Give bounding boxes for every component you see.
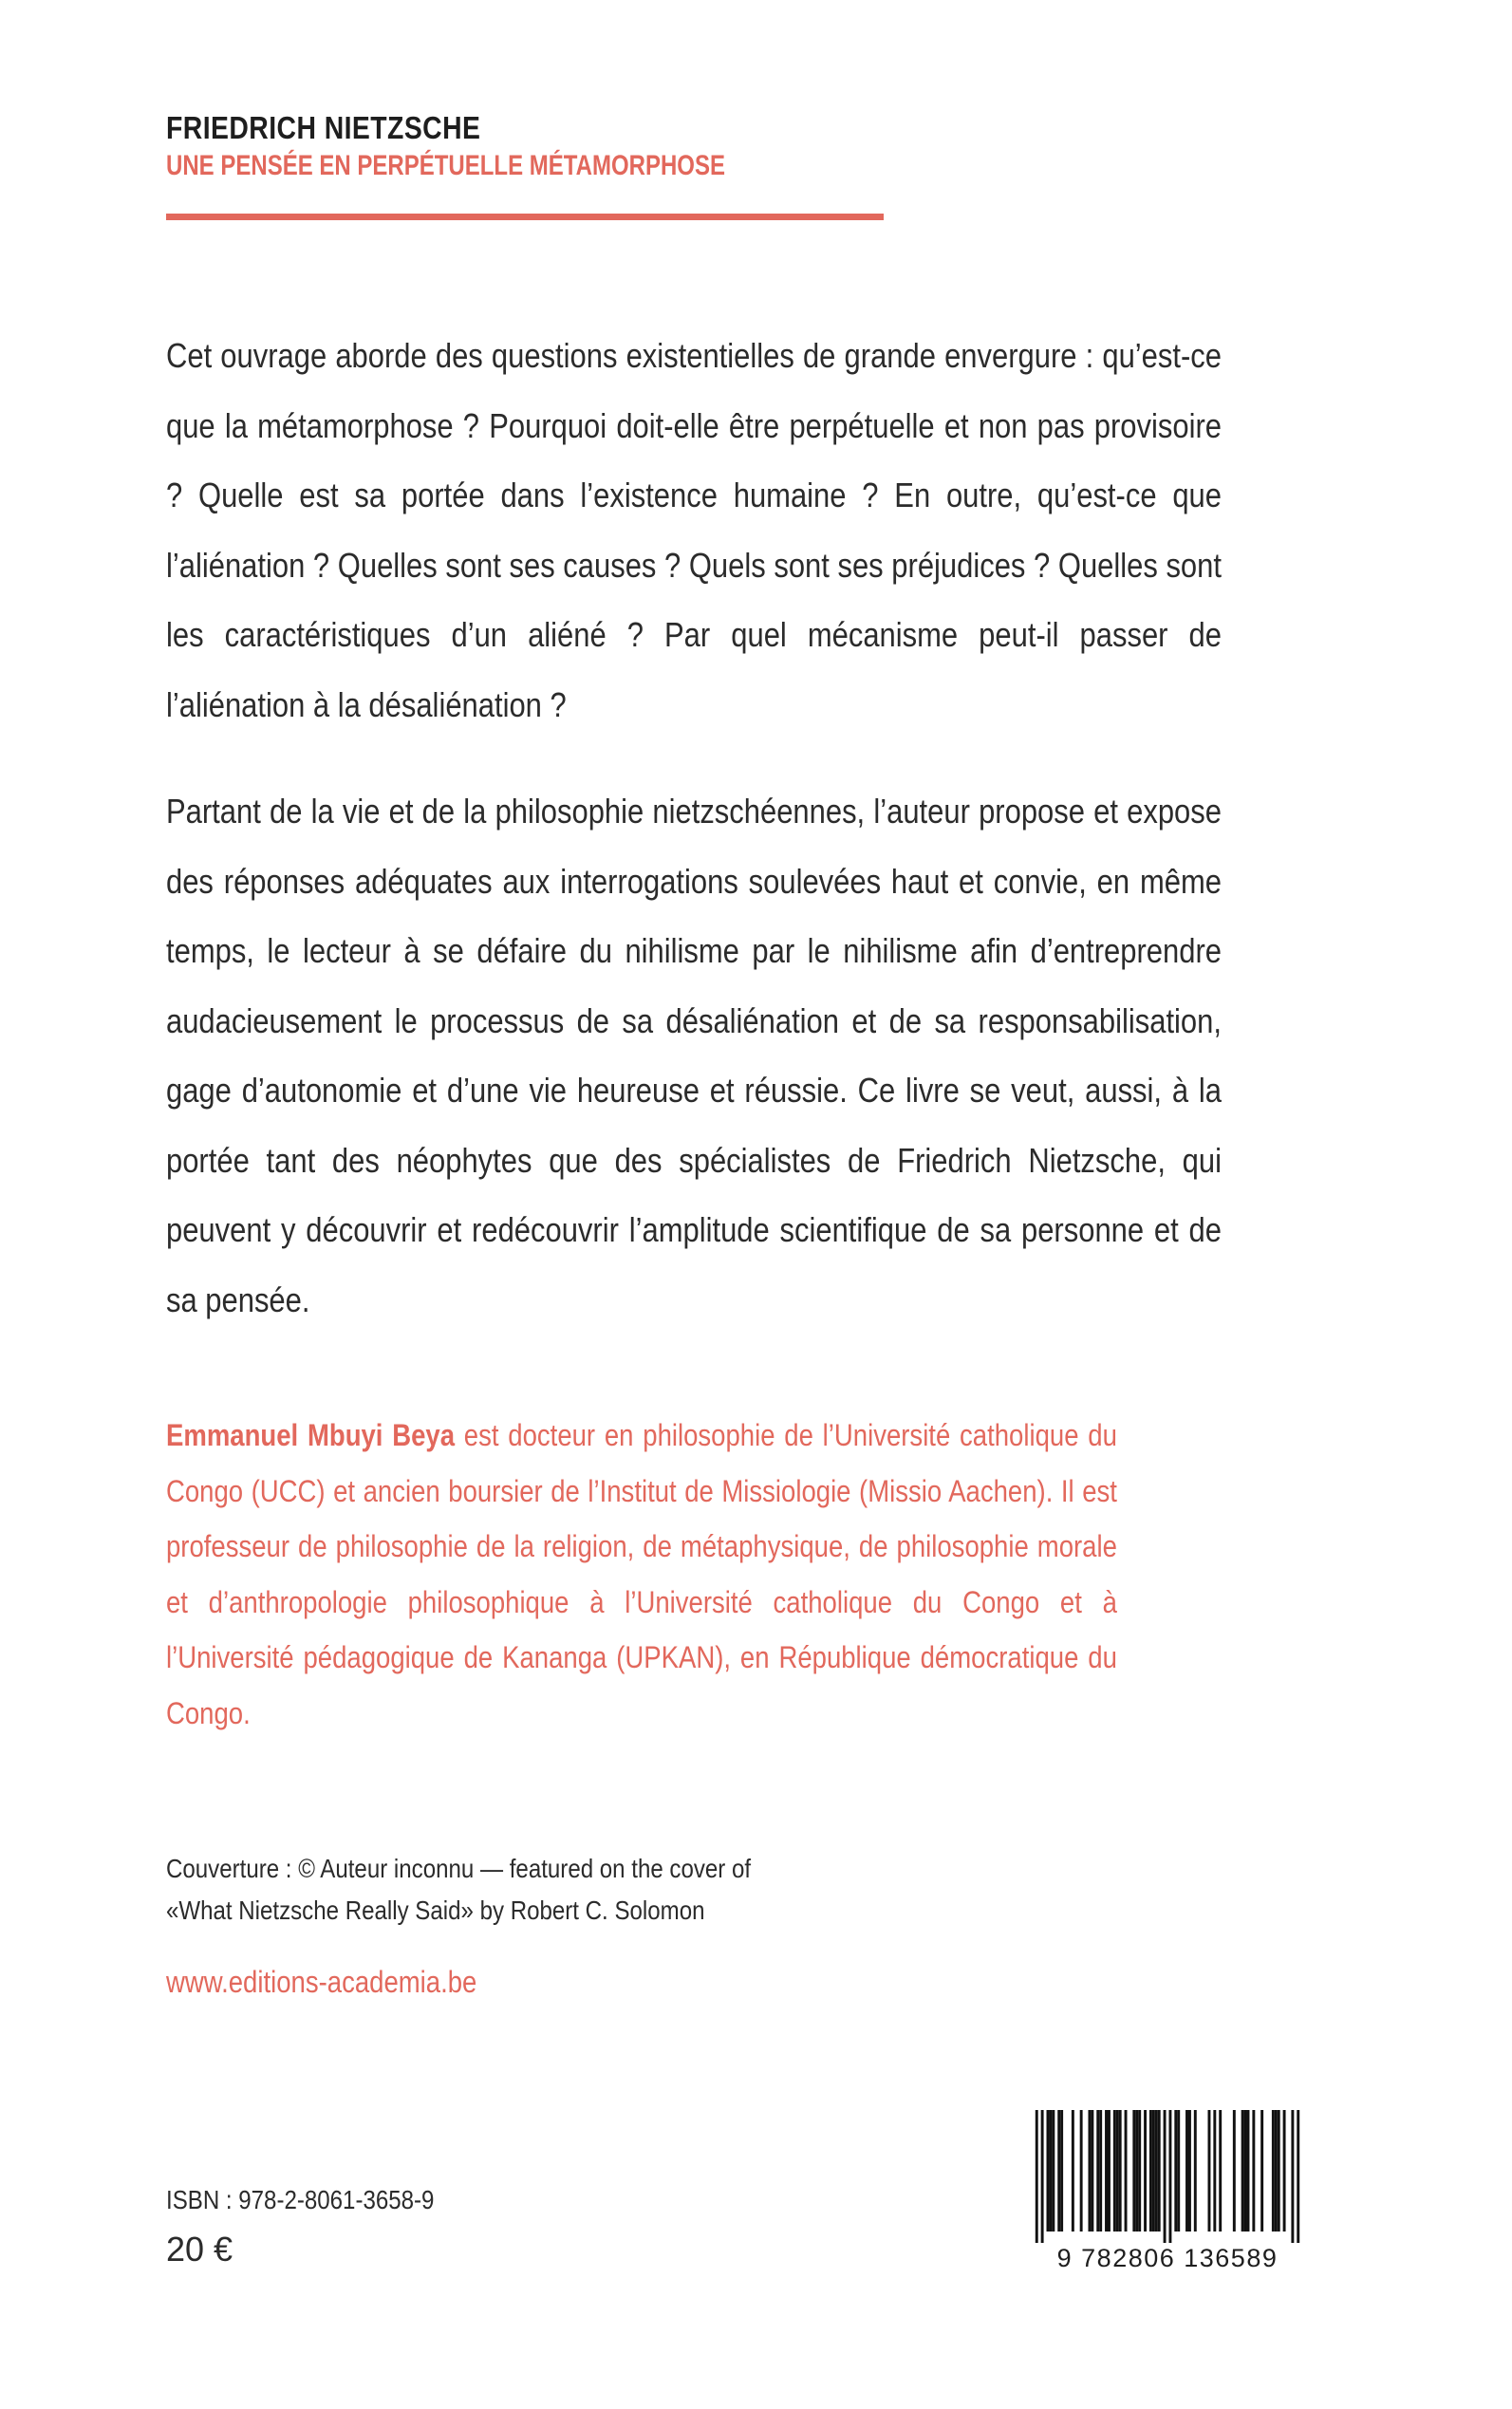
cover-credit-line-2: «What Nietzsche Really Said» by Robert C. Solomon <box>166 1895 705 1925</box>
barcode-bar <box>1047 2110 1050 2232</box>
barcode-bar <box>1096 2110 1099 2232</box>
barcode-bar <box>1174 2110 1177 2232</box>
barcode-bar <box>1275 2110 1278 2232</box>
barcode-bar <box>1049 2110 1052 2232</box>
summary-paragraph-2-text: Partant de la vie et de la philosophie nietzschéennes, l’auteur propose et expose des réponses adéquates aux interrogations soulevées haut et convie, en même temps, le lecteur à se défaire du nihilisme par le nihilisme afin d’entreprendre audacieusement le processus de sa désaliénation et de sa responsabilisation, gage d’autonomie et d’une vie heureuse et réussie. Ce livre se veut, aussi, à la portée tant des néophytes que des spécialistes de Friedrich Nietzsche, qui peuvent y découvrir et redécouvrir l’amplitude scientifique de sa personne et de sa pensée. <box>166 792 1222 1319</box>
barcode-bar <box>1132 2110 1135 2232</box>
book-subtitle: UNE PENSÉE EN PERPÉTUELLE MÉTAMORPHOSE <box>166 150 725 181</box>
barcode-bar <box>1108 2110 1111 2232</box>
barcode-bar <box>1099 2110 1102 2232</box>
barcode-bar <box>1233 2110 1236 2232</box>
barcode-digits: 9 782806 136589 <box>1056 2244 1279 2272</box>
cover-credit-line-1: Couverture : © Auteur inconnu — featured on the cover of <box>166 1854 752 1883</box>
barcode-bar <box>1152 2110 1155 2232</box>
barcode-bar <box>1244 2110 1247 2232</box>
author-bio <box>166 1408 1117 1741</box>
barcode-bar <box>1072 2110 1074 2232</box>
isbn: ISBN : 978-2-8061-3658-9 <box>166 2185 435 2214</box>
barcode-bar <box>1219 2110 1222 2232</box>
barcode <box>1027 2110 1308 2319</box>
barcode-bar <box>1144 2110 1147 2232</box>
barcode-bar <box>1291 2110 1294 2243</box>
barcode-bar <box>1149 2110 1152 2232</box>
barcode-bar <box>1125 2110 1128 2232</box>
barcode-bar <box>1135 2110 1138 2232</box>
header-divider <box>166 214 884 220</box>
barcode-bar <box>1119 2110 1122 2232</box>
summary-paragraph-1 <box>166 321 1222 739</box>
barcode-bar <box>1052 2110 1055 2232</box>
barcode-bar <box>1091 2110 1093 2232</box>
barcode-bar <box>1057 2110 1060 2232</box>
barcode-bar <box>1272 2110 1275 2232</box>
barcode-bar <box>1164 2110 1167 2243</box>
barcode-bar <box>1252 2110 1255 2232</box>
barcode-bar <box>1041 2110 1044 2243</box>
barcode-bar <box>1188 2110 1191 2232</box>
barcode-bar <box>1088 2110 1091 2232</box>
barcode-bar <box>1283 2110 1286 2232</box>
barcode-bar <box>1208 2110 1211 2232</box>
barcode-bar <box>1213 2110 1216 2232</box>
summary-paragraph-1-text: Cet ouvrage aborde des questions existentielles de grande envergure : qu’est-ce que la métamorphose ? Pourquoi doit-elle être perpétuelle et non pas provisoire ? Quelle est sa portée dans l’existence humaine ? En outre, qu’est-ce que l’aliénation ? Quelles sont ses causes ? Quels sont ses préjudices ? Quelles sont les caractéristiques d’un aliéné ? Par quel mécanisme peut-il passer de l’aliénation à la désaliénation ? <box>166 336 1222 724</box>
barcode-bar <box>1138 2110 1141 2232</box>
barcode-bar <box>1158 2110 1161 2232</box>
author-bio-text: est docteur en philosophie de l’Université catholique du Congo (UCC) et ancien boursier de l’Institut de Missiologie (Missio Aachen). Il est professeur de philosophie de la religion, de métaphysique, de philosophie morale et d’anthropologie philosophique à l’Université catholique du Congo et à l’Université pédagogique de Kananga (UPKAN), en République démocratique du Congo. <box>166 1418 1117 1730</box>
barcode-bar <box>1168 2110 1171 2243</box>
barcode-bar <box>1105 2110 1108 2232</box>
publisher-website[interactable]: www.editions-academia.be <box>166 1965 477 1999</box>
barcode-bar <box>1113 2110 1116 2232</box>
cover-credit <box>166 1848 751 1932</box>
barcode-bars <box>1027 2110 1308 2243</box>
barcode-bar <box>1060 2110 1063 2232</box>
barcode-bar <box>1247 2110 1250 2232</box>
barcode-bar <box>1185 2110 1188 2232</box>
book-title: FRIEDRICH NIETZSCHE <box>166 110 481 145</box>
barcode-bar <box>1036 2110 1038 2243</box>
barcode-bar <box>1194 2110 1197 2232</box>
header <box>166 109 887 185</box>
barcode-bar <box>1278 2110 1280 2232</box>
barcode-bar <box>1155 2110 1158 2232</box>
barcode-bar <box>1080 2110 1083 2232</box>
barcode-bar <box>1297 2110 1299 2243</box>
barcode-bar <box>1116 2110 1119 2232</box>
barcode-bar <box>1177 2110 1180 2232</box>
price: 20 € <box>166 2230 233 2269</box>
barcode-bar <box>1260 2110 1263 2232</box>
summary-paragraph-2 <box>166 776 1222 1335</box>
barcode-bar <box>1241 2110 1244 2232</box>
author-name: Emmanuel Mbuyi Beya <box>166 1418 456 1452</box>
